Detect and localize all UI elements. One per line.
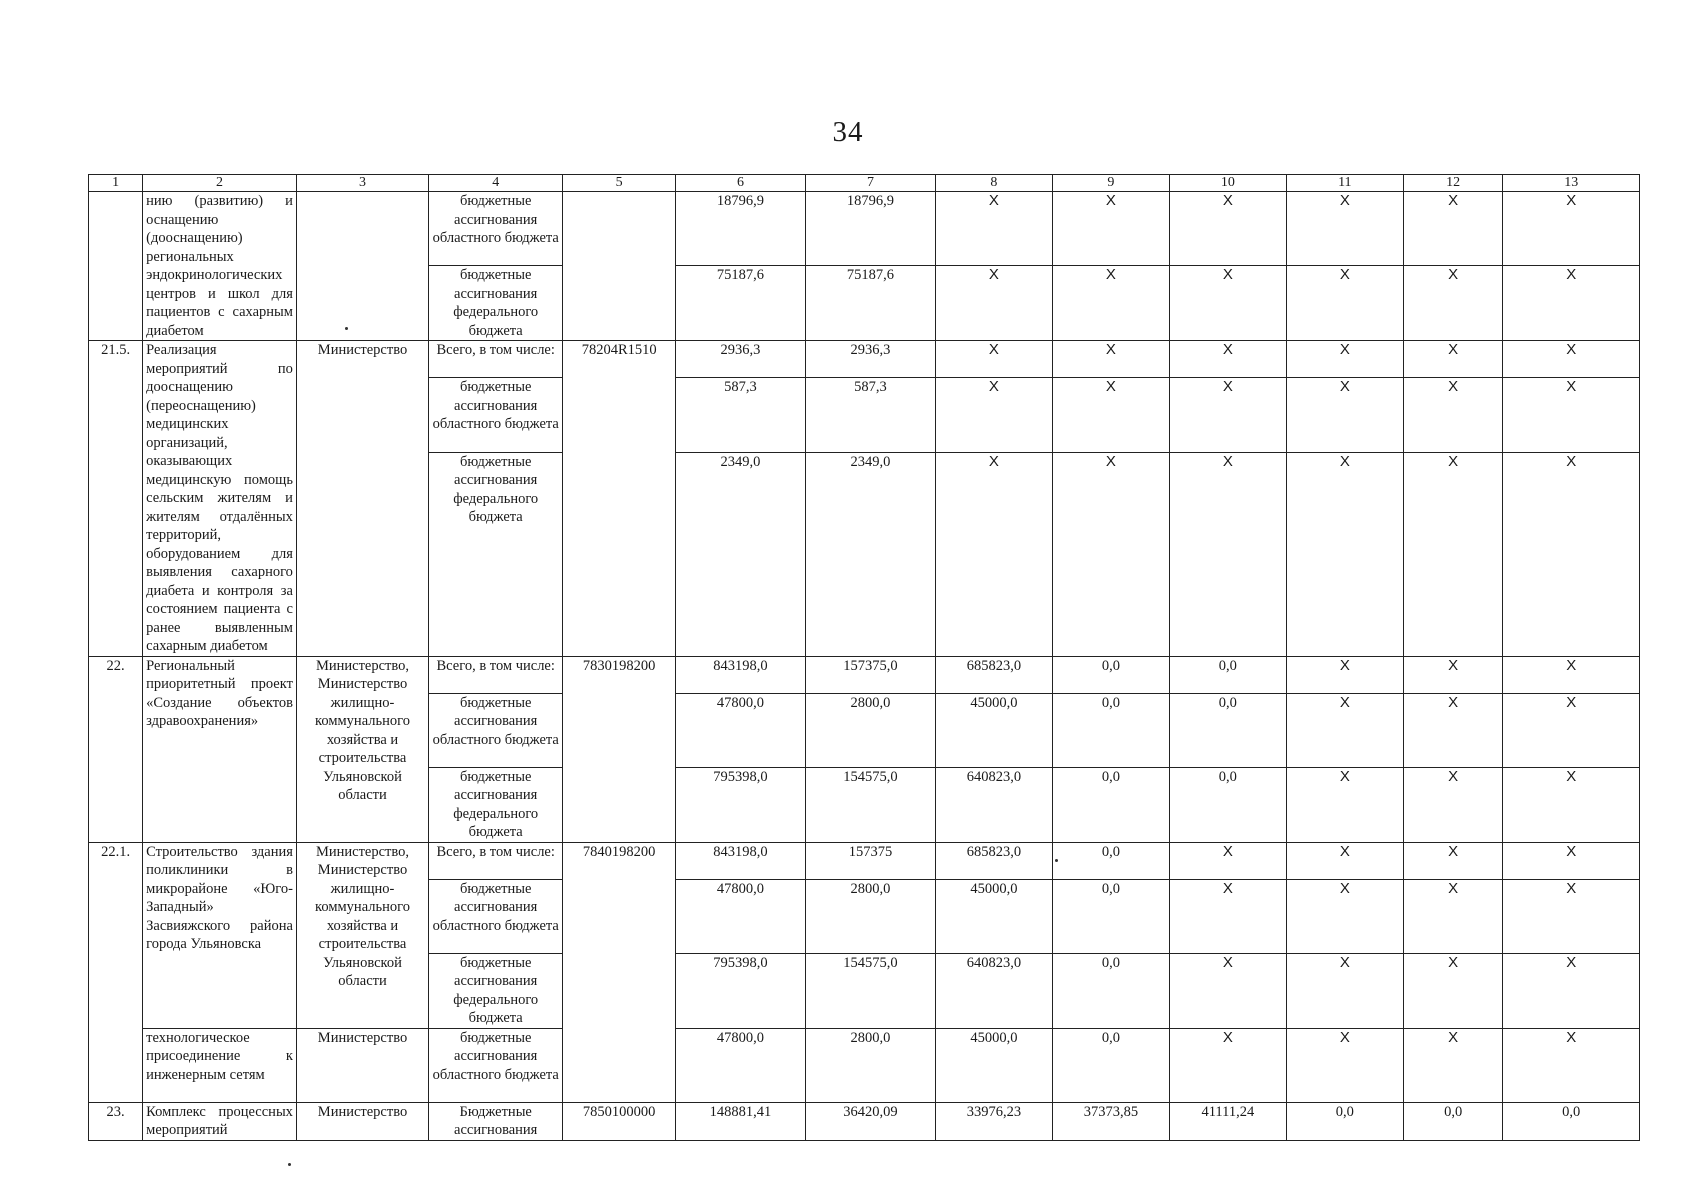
value-cell: 0,0	[1052, 656, 1169, 693]
executor: Министерство	[296, 341, 428, 657]
col-header: 2	[143, 175, 297, 192]
value-cell: X	[1503, 656, 1640, 693]
value-cell: 18796,9	[805, 192, 935, 266]
row-number: 23.	[89, 1102, 143, 1140]
value-cell: X	[1169, 341, 1286, 378]
value-cell: X	[1169, 452, 1286, 656]
fund-source: бюджетные ассигнования областного бюджета	[429, 1028, 563, 1102]
value-cell: X	[1503, 1028, 1640, 1102]
table-row	[89, 192, 1640, 266]
value-cell: 154575,0	[805, 953, 935, 1028]
value-cell: 157375	[805, 842, 935, 879]
value-cell: 2800,0	[805, 879, 935, 953]
col-header: 10	[1169, 175, 1286, 192]
budget-code: 78204R1510	[563, 341, 676, 657]
value-cell: 47800,0	[676, 879, 806, 953]
col-header: 13	[1503, 175, 1640, 192]
value-cell: X	[1169, 378, 1286, 452]
table-row	[89, 341, 1640, 378]
row-number: 22.	[89, 656, 143, 842]
value-cell: 0,0	[1052, 953, 1169, 1028]
value-cell: X	[935, 192, 1052, 266]
value-cell: X	[1503, 842, 1640, 879]
value-cell: X	[1052, 378, 1169, 452]
value-cell: 148881,41	[676, 1102, 806, 1140]
value-cell: 2936,3	[805, 341, 935, 378]
scan-speck	[345, 327, 348, 330]
col-header: 3	[296, 175, 428, 192]
value-cell: 45000,0	[935, 1028, 1052, 1102]
row-number: 21.5.	[89, 341, 143, 657]
value-cell: X	[935, 266, 1052, 341]
budget-code	[563, 192, 676, 341]
value-cell: X	[1286, 1028, 1403, 1102]
value-cell: 0,0	[1052, 842, 1169, 879]
value-cell: X	[1169, 842, 1286, 879]
value-cell: X	[1503, 953, 1640, 1028]
col-header: 9	[1052, 175, 1169, 192]
row-number: 22.1.	[89, 842, 143, 1102]
value-cell: X	[1286, 879, 1403, 953]
value-cell: 0,0	[1169, 767, 1286, 842]
value-cell: 154575,0	[805, 767, 935, 842]
value-cell: 0,0	[1052, 693, 1169, 767]
value-cell: X	[1052, 266, 1169, 341]
value-cell: X	[1403, 452, 1503, 656]
col-header: 4	[429, 175, 563, 192]
measure-name: Комплекс процессных мероприятий	[143, 1102, 297, 1140]
value-cell: 37373,85	[1052, 1102, 1169, 1140]
table-row	[89, 1028, 1640, 1102]
scan-speck	[1055, 859, 1058, 862]
value-cell: 843198,0	[676, 842, 806, 879]
value-cell: 18796,9	[676, 192, 806, 266]
value-cell: X	[1403, 192, 1503, 266]
fund-source: бюджетные ассигнования областного бюджета	[429, 879, 563, 953]
value-cell: 0,0	[1503, 1102, 1640, 1140]
row-number	[89, 192, 143, 341]
value-cell: X	[1286, 378, 1403, 452]
measure-name: Реализация мероприятий по дооснащению (переоснащению) медицинских организаций, оказывающих медицинскую помощь сельским жителям и жителям отдалённых территорий, оборудованием для выявления сахарного диабета и контроля за состоянием пациента с ранее выявленным сахарным диабетом	[143, 341, 297, 657]
value-cell: X	[1503, 452, 1640, 656]
value-cell: X	[1503, 767, 1640, 842]
fund-source: бюджетные ассигнования областного бюджета	[429, 192, 563, 266]
value-cell: X	[1169, 879, 1286, 953]
value-cell: 41111,24	[1169, 1102, 1286, 1140]
value-cell: X	[1286, 842, 1403, 879]
value-cell: X	[1403, 693, 1503, 767]
fund-source: Всего, в том числе:	[429, 656, 563, 693]
value-cell: 2800,0	[805, 693, 935, 767]
executor: Министерство, Министерство жилищно-коммунального хозяйства и строительства Ульяновской области	[296, 842, 428, 1028]
value-cell: 587,3	[676, 378, 806, 452]
value-cell: X	[1403, 953, 1503, 1028]
value-cell: 0,0	[1403, 1102, 1503, 1140]
budget-code: 7850100000	[563, 1102, 676, 1140]
fund-source: Всего, в том числе:	[429, 341, 563, 378]
value-cell: X	[1403, 378, 1503, 452]
value-cell: X	[1052, 452, 1169, 656]
measure-name: нию (развитию) и оснащению (дооснащению) региональных эндокринологических центров и школ для пациентов с сахарным диабетом	[143, 192, 297, 341]
budget-code: 7830198200	[563, 656, 676, 842]
col-header: 5	[563, 175, 676, 192]
fund-source: Всего, в том числе:	[429, 842, 563, 879]
value-cell: X	[1503, 341, 1640, 378]
budget-table	[88, 174, 1640, 1141]
value-cell: 685823,0	[935, 656, 1052, 693]
value-cell: X	[1169, 953, 1286, 1028]
value-cell: X	[1286, 341, 1403, 378]
value-cell: 685823,0	[935, 842, 1052, 879]
value-cell: 0,0	[1286, 1102, 1403, 1140]
value-cell: X	[1403, 266, 1503, 341]
value-cell: 0,0	[1052, 1028, 1169, 1102]
value-cell: 0,0	[1169, 656, 1286, 693]
value-cell: X	[1503, 693, 1640, 767]
value-cell: X	[1286, 953, 1403, 1028]
value-cell: 843198,0	[676, 656, 806, 693]
table-row	[89, 656, 1640, 693]
executor: Министерство, Министерство жилищно-коммунального хозяйства и строительства Ульяновской области	[296, 656, 428, 842]
value-cell: X	[1403, 656, 1503, 693]
value-cell: 795398,0	[676, 767, 806, 842]
fund-source: бюджетные ассигнования федерального бюджета	[429, 452, 563, 656]
fund-source: бюджетные ассигнования областного бюджета	[429, 693, 563, 767]
value-cell: 795398,0	[676, 953, 806, 1028]
value-cell: X	[1286, 266, 1403, 341]
executor: Министерство	[296, 1028, 428, 1102]
value-cell: 2936,3	[676, 341, 806, 378]
value-cell: 640823,0	[935, 767, 1052, 842]
value-cell: 587,3	[805, 378, 935, 452]
value-cell: 45000,0	[935, 879, 1052, 953]
fund-source: бюджетные ассигнования федерального бюджета	[429, 767, 563, 842]
value-cell: X	[1503, 192, 1640, 266]
value-cell: X	[1052, 341, 1169, 378]
table-row	[89, 842, 1640, 879]
col-header: 6	[676, 175, 806, 192]
value-cell: 0,0	[1169, 693, 1286, 767]
value-cell: 45000,0	[935, 693, 1052, 767]
column-number-row	[89, 175, 1640, 192]
value-cell: X	[935, 452, 1052, 656]
value-cell: X	[1403, 767, 1503, 842]
measure-name: Строительство здания поликлиники в микрорайоне «Юго-Западный» Засвияжского района города Ульяновска	[143, 842, 297, 1028]
value-cell: X	[1052, 192, 1169, 266]
value-cell: 33976,23	[935, 1102, 1052, 1140]
col-header: 1	[89, 175, 143, 192]
value-cell: X	[1286, 452, 1403, 656]
value-cell: X	[935, 378, 1052, 452]
executor	[296, 192, 428, 341]
value-cell: 47800,0	[676, 693, 806, 767]
executor: Министерство	[296, 1102, 428, 1140]
measure-name: технологическое присоединение к инженерным сетям	[143, 1028, 297, 1102]
value-cell: 640823,0	[935, 953, 1052, 1028]
value-cell: X	[1403, 879, 1503, 953]
value-cell: 2349,0	[805, 452, 935, 656]
col-header: 8	[935, 175, 1052, 192]
budget-code: 7840198200	[563, 842, 676, 1102]
table-row	[89, 1102, 1640, 1140]
value-cell: X	[1403, 341, 1503, 378]
value-cell: 0,0	[1052, 879, 1169, 953]
fund-source: бюджетные ассигнования областного бюджета	[429, 378, 563, 452]
value-cell: X	[1169, 266, 1286, 341]
value-cell: X	[1403, 842, 1503, 879]
fund-source: Бюджетные ассигнования	[429, 1102, 563, 1140]
value-cell: X	[1286, 767, 1403, 842]
value-cell: X	[935, 341, 1052, 378]
value-cell: 2349,0	[676, 452, 806, 656]
scan-speck	[288, 1163, 291, 1166]
value-cell: 75187,6	[805, 266, 935, 341]
value-cell: X	[1503, 879, 1640, 953]
value-cell: 36420,09	[805, 1102, 935, 1140]
value-cell: 157375,0	[805, 656, 935, 693]
value-cell: X	[1286, 656, 1403, 693]
value-cell: X	[1503, 378, 1640, 452]
value-cell: X	[1286, 693, 1403, 767]
fund-source: бюджетные ассигнования федерального бюджета	[429, 953, 563, 1028]
value-cell: 2800,0	[805, 1028, 935, 1102]
value-cell: X	[1169, 1028, 1286, 1102]
value-cell: X	[1169, 192, 1286, 266]
measure-name: Региональный приоритетный проект «Создание объектов здравоохранения»	[143, 656, 297, 842]
value-cell: X	[1403, 1028, 1503, 1102]
fund-source: бюджетные ассигнования федерального бюджета	[429, 266, 563, 341]
col-header: 7	[805, 175, 935, 192]
page-number: 34	[832, 116, 864, 148]
value-cell: 0,0	[1052, 767, 1169, 842]
value-cell: X	[1503, 266, 1640, 341]
col-header: 11	[1286, 175, 1403, 192]
col-header: 12	[1403, 175, 1503, 192]
value-cell: 47800,0	[676, 1028, 806, 1102]
value-cell: 75187,6	[676, 266, 806, 341]
value-cell: X	[1286, 192, 1403, 266]
